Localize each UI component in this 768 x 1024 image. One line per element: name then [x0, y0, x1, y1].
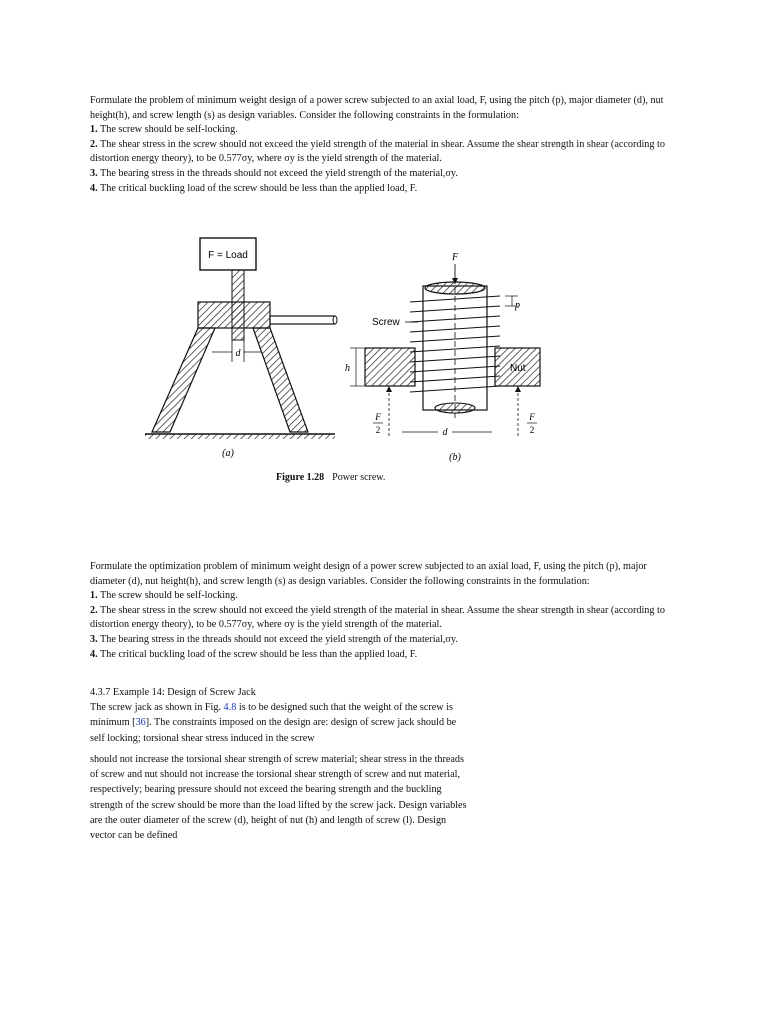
nut-block — [198, 302, 270, 328]
example-paragraph-2: should not increase the torsional shear strength of screw material; shear stress in the threads of screw and nut should not increase the torsional shear strength of screw and nut material, respectively; bearing pressure should not exceed the bearing strength and the buckling strength of the screw should be more than the load lifted by the screw jack. Design variables are the outer diameter of the screw (d), height of nut (h) and length of screw (l). Design vector can be defined — [90, 754, 467, 842]
screw-section — [345, 252, 540, 463]
constraint-4: 4. The critical buckling load of the screw should be less than the applied load, F. — [90, 648, 418, 660]
force-label-top: F — [451, 252, 459, 263]
constraint-2: 2. The shear stress in the screw should not exceed the yield strength of the material in shear. Assume the shear strength in shear (according to distortion energy theory), to be 0.577σy, where σy is the yield strength of the material. — [90, 138, 665, 165]
example-paragraph-1: The screw jack as shown in Fig. 4.8 is to be designed such that the weight of the screw is minimum [36]. The constraints imposed on the design are: design of screw jack should be self locking; torsional shear stress induced in the screw — [90, 702, 457, 744]
caption-label: Figure 1.28 — [276, 472, 325, 483]
right-leg — [253, 328, 308, 432]
nut-left — [365, 348, 415, 386]
handle-bar — [270, 316, 335, 324]
subfigure-b-label: (b) — [449, 452, 461, 463]
constraint-2: 2. The shear stress in the screw should not exceed the yield strength of the material in shear. Assume the shear strength in shear (according to distortion energy theory), to be 0.577σy, where σy is the yield strength of the material. — [90, 604, 665, 631]
constraint-4: 4. The critical buckling load of the screw should be less than the applied load, F. — [90, 182, 418, 194]
half-force-left-den: 2 — [375, 425, 381, 435]
half-force-right-den: 2 — [529, 425, 535, 435]
power-screw-figure — [140, 228, 550, 490]
constraint-3: 3. The bearing stress in the threads should not exceed the yield strength of the material,σy. — [90, 633, 458, 645]
caption-text: Power screw. — [332, 472, 386, 483]
problem-intro: Formulate the problem of minimum weight design of a power screw subjected to an axial load, F, using the pitch (p), major diameter (d), nut height(h), and screw length (s) as design variables. Consider the following constraints in the formulation: — [90, 95, 664, 121]
figure-caption — [276, 472, 385, 483]
constraint-1: 1. The screw should be self-locking. — [90, 590, 238, 602]
half-force-right-num: F — [529, 412, 535, 422]
constraint-3: 3. The bearing stress in the threads should not exceed the yield strength of the material,σy. — [90, 167, 458, 179]
example-continued — [90, 752, 470, 843]
load-label: F = Load — [208, 250, 248, 261]
reference-link[interactable]: 36 — [135, 717, 146, 729]
left-leg — [152, 328, 215, 432]
power-screw-diagram — [140, 228, 550, 468]
problem-statement-1 — [90, 94, 680, 196]
constraint-1: 1. The screw should be self-locking. — [90, 124, 238, 136]
figure-link[interactable]: 4.8 — [223, 702, 237, 714]
nut-label: Nut — [510, 363, 526, 374]
d-label-a: d — [235, 348, 241, 359]
nut-height-label: h — [345, 363, 350, 374]
problem-statement-2 — [90, 560, 680, 662]
problem-intro: Formulate the optimization problem of minimum weight design of a power screw subjected to an axial load, F, using the pitch (p), major diameter (d), nut height(h), and screw length (s) as design variables. Consider the following constraints in the formulation: — [90, 561, 647, 587]
half-force-left-num: F — [375, 412, 381, 422]
example-section — [90, 685, 470, 746]
screw-label: Screw — [372, 317, 400, 328]
subfigure-a-label: (a) — [222, 448, 234, 459]
pitch-label: p — [515, 300, 520, 311]
example-heading: 4.3.7 Example 14: Design of Screw Jack — [90, 687, 256, 698]
jack-assembly — [145, 238, 337, 459]
d-label-b: d — [442, 427, 448, 438]
